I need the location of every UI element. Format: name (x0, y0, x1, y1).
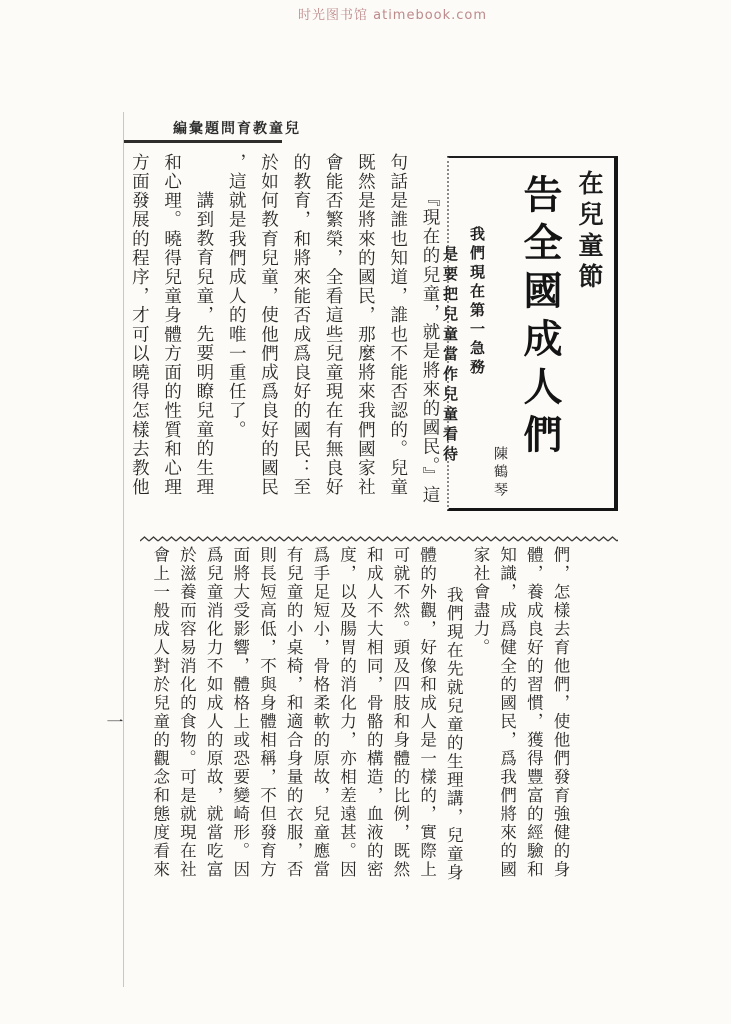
text-column: 有兒童的小桌椅，和適合身量的衣服，否 (284, 546, 304, 879)
bottom-text-section (145, 546, 573, 938)
text-column: 度，以及腸胃的消化力，亦相差遠甚。因 (337, 546, 357, 879)
article-title: 告全國成人們 (518, 174, 561, 462)
text-column: 於如何教育兒童，使他們成爲良好的國民 (259, 153, 280, 497)
text-column: 爲手足短小，骨格柔軟的原故，兒童應當 (310, 546, 330, 879)
text-column: 和成人不大相同，骨骼的構造，血液的密 (364, 546, 384, 879)
text-column: 爲兒童消化力不如成人的原故，就當吃富 (204, 546, 224, 879)
text-column: 會能否繁榮，全看這些兒童現在有無良好 (324, 153, 345, 497)
text-column: 則長短高低，不與身體相稱，不但發育方 (257, 546, 277, 879)
title-box (441, 156, 618, 511)
text-column: 家社會盡力。 (470, 546, 490, 657)
text-column: 們，怎樣去育他們，使他們發育強健的身 (551, 546, 570, 879)
watermark-text: 时光图书馆 atimebook.com (298, 8, 488, 23)
text-column: 句話是誰也知道，誰也不能否認的。兒童 (388, 153, 409, 497)
text-column: 的教育，和將來能否成爲良好的國民：至 (291, 153, 312, 497)
text-column: ，這就是我們成人的唯一重任了。 (227, 153, 248, 440)
header-rule (124, 140, 282, 143)
article-subtitle-line1: 我們現在第一急務 (468, 226, 484, 378)
article-subtitle-line2: 是要把兒童當作兒童看待 (441, 246, 457, 466)
article-author: 陳鶴琴 (492, 446, 507, 500)
header-series-title: 編彙題問育教童兒 (173, 122, 301, 137)
text-column: 體的外觀，好像和成人是一樣的，實際上 (417, 546, 437, 879)
text-column: 知識，成爲健全的國民，爲我們將來的國 (497, 546, 517, 879)
text-column: 於滋養而容易消化的食物。可是就現在社 (177, 546, 197, 879)
text-column: 體，養成良好的習慣，獲得豐富的經驗和 (524, 546, 544, 879)
text-column: 和心理。曉得兒童身體方面的性質和心理 (162, 153, 183, 497)
top-text-section (123, 153, 447, 523)
text-column: 講到教育兒童，先要明瞭兒童的生理 (194, 191, 215, 497)
page-number: 一 (106, 713, 124, 732)
text-column: 會上一般成人對於兒童的觀念和態度看來 (150, 546, 170, 879)
text-column: 方面發展的程序，才可以曉得怎樣去教他 (130, 153, 151, 497)
text-column: 面將大受影響，體格上或恐要變崎形。因 (230, 546, 250, 879)
article-pretitle: 在兒童節 (575, 170, 602, 294)
text-column: 可就不然。頭及四肢和身體的比例，既然 (390, 546, 410, 879)
text-column: 既然是將來的國民，那麼將來我們國家社 (356, 153, 377, 497)
text-column: 『現在的兒童，就是將來的國民。』這 (421, 189, 441, 505)
text-column: 我們現在先就兒童的生理講，兒童身 (444, 586, 464, 882)
